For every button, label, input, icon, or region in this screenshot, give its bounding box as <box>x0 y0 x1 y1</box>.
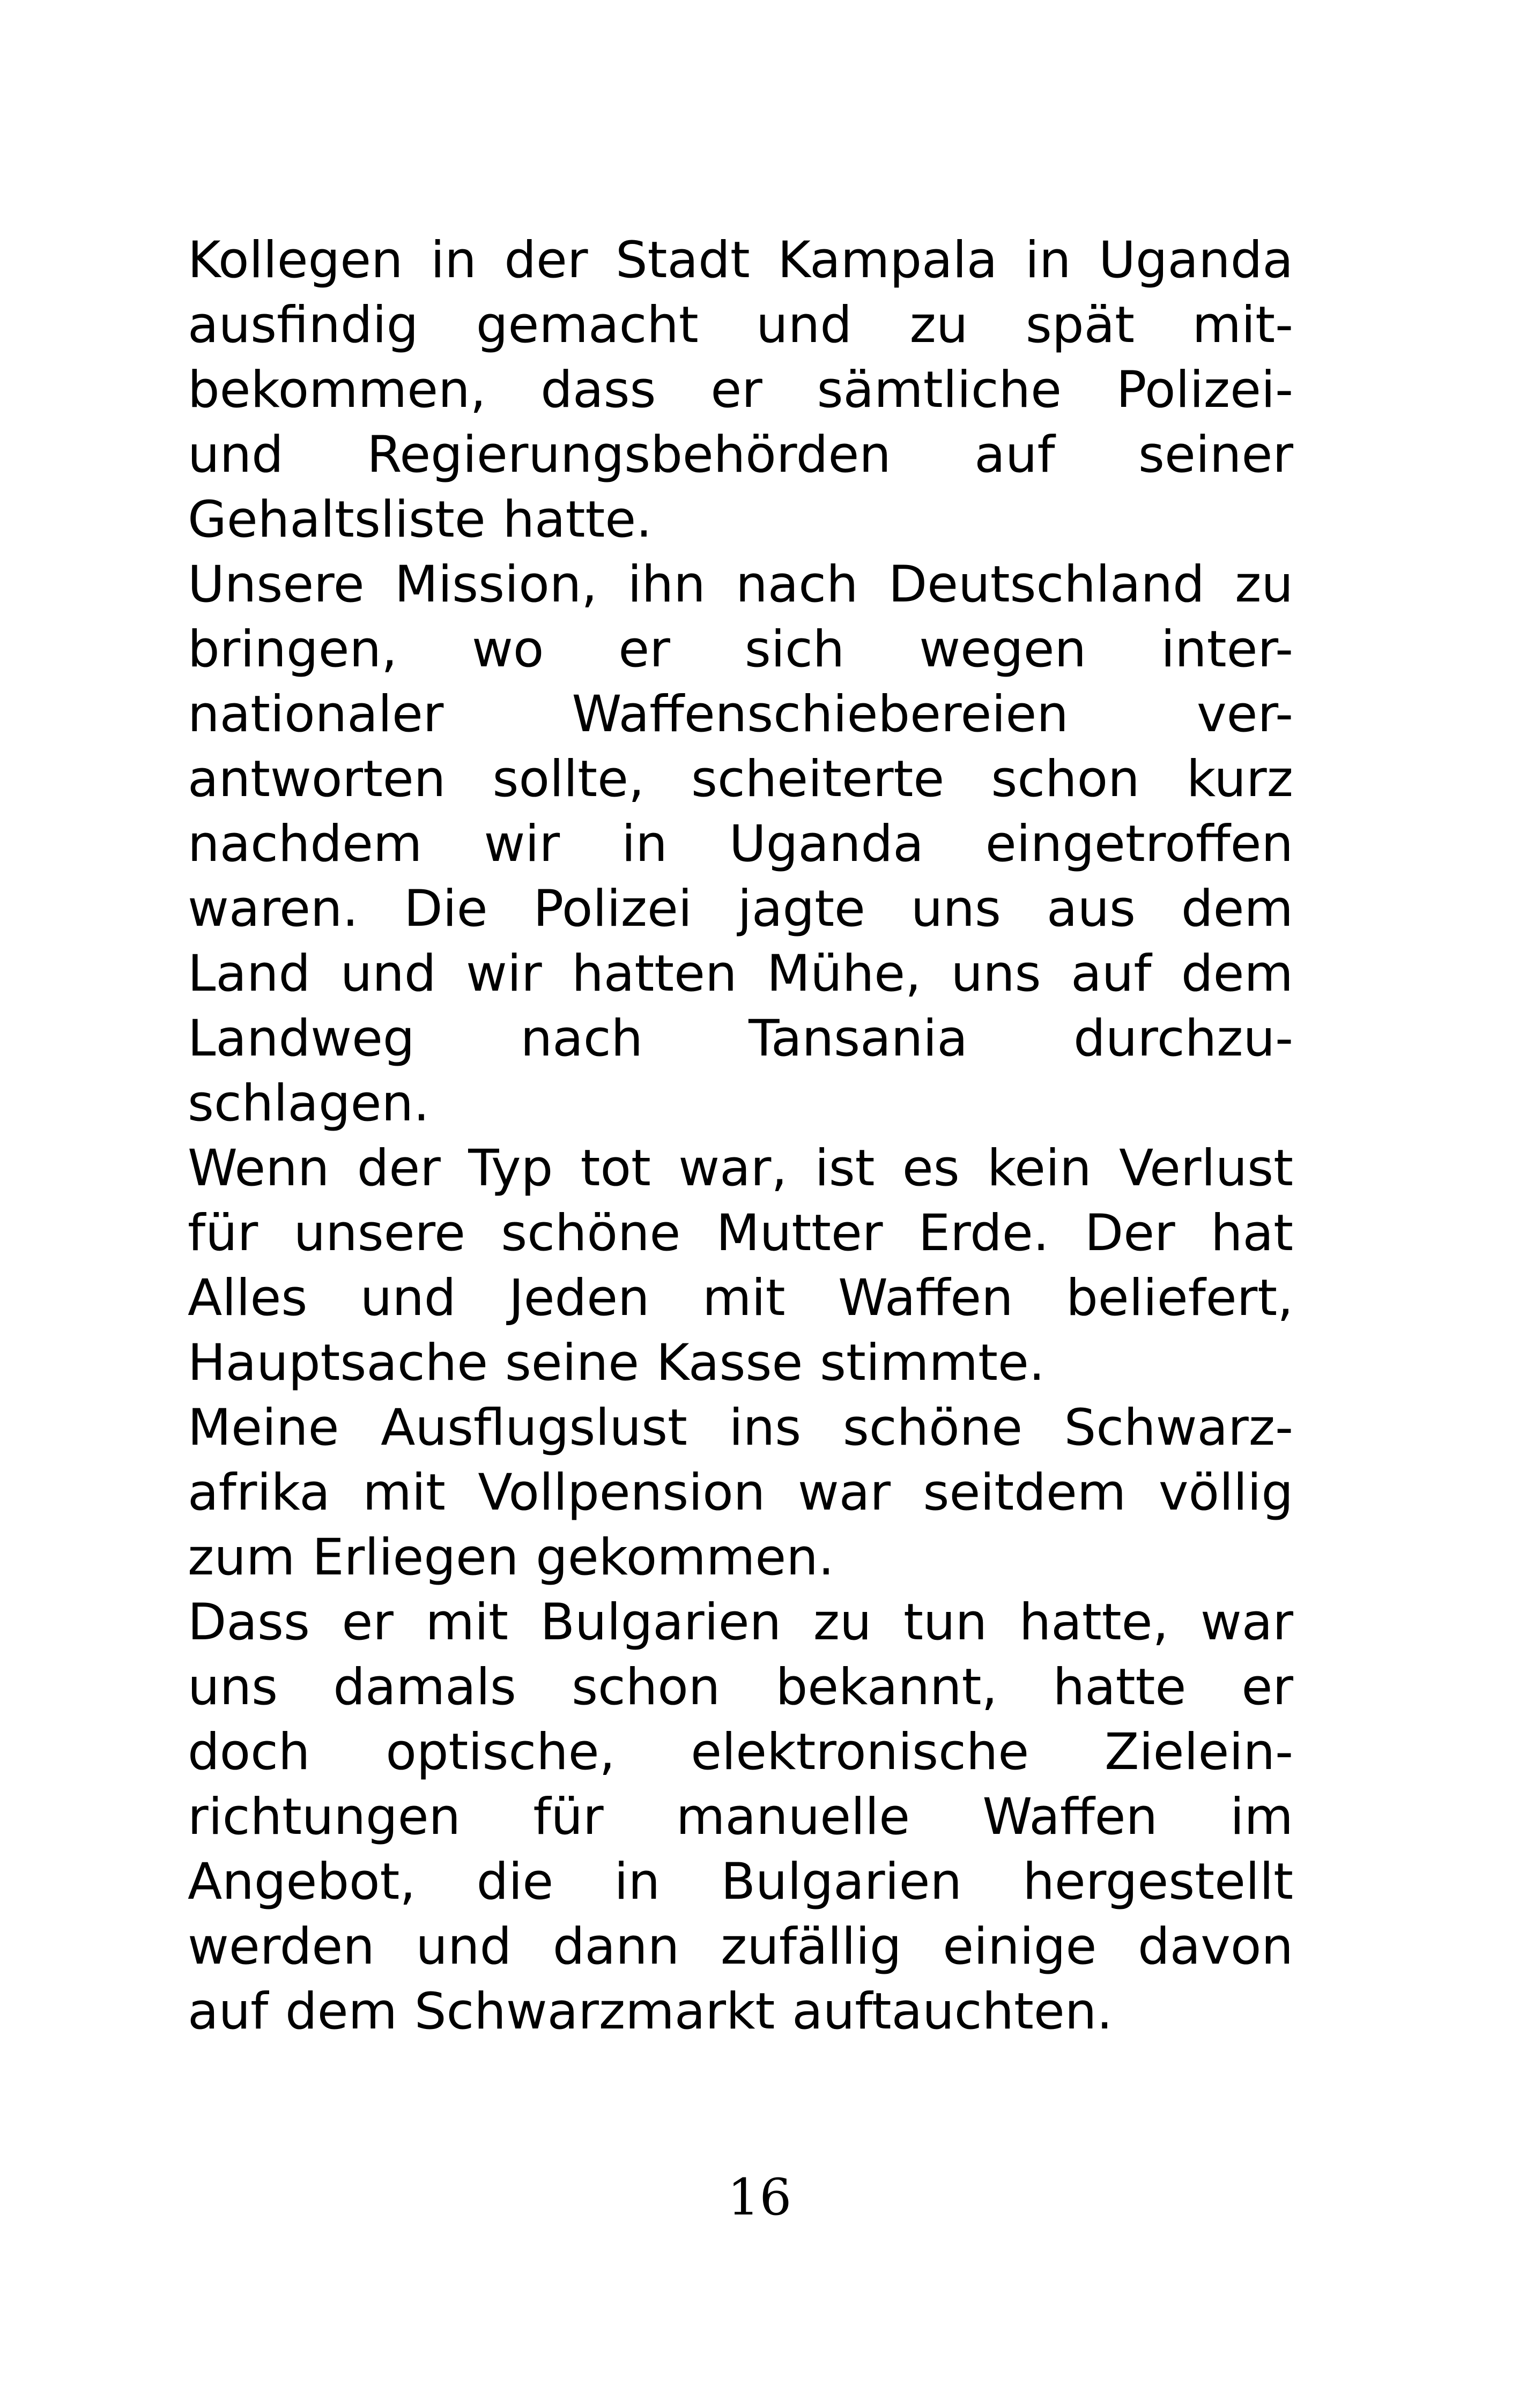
paragraph-2 <box>188 552 1293 1136</box>
text-line: waren. Die Polizei jagte uns aus dem <box>188 880 1293 938</box>
text-line: nationaler Waffenschiebereien ver- <box>188 685 1293 744</box>
text-line: zum Erliegen gekommen. <box>188 1528 834 1587</box>
paragraph-1 <box>188 228 1293 552</box>
text-line: Unsere Mission, ihn nach Deutschland zu <box>188 555 1293 614</box>
text-line: ausfindig gemacht und zu spät mit- <box>188 296 1293 354</box>
paragraph-4 <box>188 1395 1293 1590</box>
text-line: auf dem Schwarzmarkt auftauchten. <box>188 1982 1113 2041</box>
text-line: Gehaltsliste hatte. <box>188 490 653 549</box>
text-line: Angebot, die in Bulgarien hergestellt <box>188 1853 1293 1911</box>
text-line: für unsere schöne Mutter Erde. Der hat <box>188 1204 1293 1262</box>
text-line: uns damals schon bekannt, hatte er <box>188 1658 1293 1716</box>
text-line: Wenn der Typ tot war, ist es kein Verlust <box>188 1139 1293 1198</box>
text-line: bekommen, dass er sämtliche Polizei- <box>188 361 1293 419</box>
page-number: 16 <box>727 2168 792 2227</box>
text-line: Meine Ausflugslust ins schöne Schwarz- <box>188 1399 1293 1457</box>
text-line: schlagen. <box>188 1074 429 1133</box>
text-line: Dass er mit Bulgarien zu tun hatte, war <box>188 1593 1293 1652</box>
text-line: bringen, wo er sich wegen inter- <box>188 620 1293 679</box>
text-line: Kollegen in der Stadt Kampala in Uganda <box>188 231 1293 289</box>
text-line: Alles und Jeden mit Waffen beliefert, <box>188 1269 1293 1327</box>
text-line: werden und dann zufällig einige davon <box>188 1918 1293 1976</box>
text-line: doch optische, elektronische Zielein- <box>188 1723 1293 1781</box>
text-line: richtungen für manuelle Waffen im <box>188 1788 1293 1846</box>
text-line: Landweg nach Tansania durchzu- <box>188 1009 1293 1068</box>
text-line: Land und wir hatten Mühe, uns auf dem <box>188 945 1293 1003</box>
text-line: nachdem wir in Uganda eingetroffen <box>188 815 1293 873</box>
text-line: afrika mit Vollpension war seitdem völlig <box>188 1463 1293 1522</box>
paragraph-3 <box>188 1136 1293 1395</box>
paragraph-5 <box>188 1590 1293 2044</box>
body-text <box>188 228 1293 2044</box>
text-line: antworten sollte, scheiterte schon kurz <box>188 750 1293 808</box>
text-line: Hauptsache seine Kasse stimmte. <box>188 1334 1045 1392</box>
text-line: und Regierungsbehörden auf seiner <box>188 426 1293 484</box>
